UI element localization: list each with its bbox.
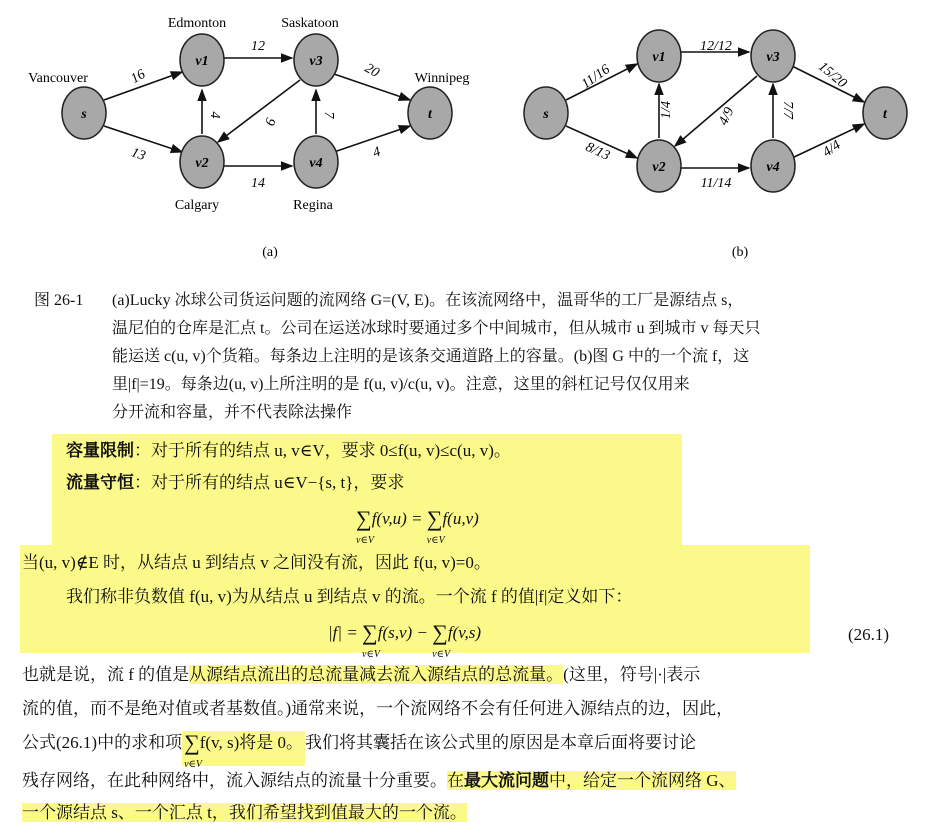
node-label: v1 (195, 54, 209, 69)
capacity-constraint: 容量限制：对于所有的结点 u, v∈V，要求 0≤f(u, v)≤c(u, v)。 (66, 441, 511, 460)
edge-label: 15/20 (815, 59, 850, 92)
caption-line: 里|f|=19。每条边(u, v)上所注明的是 f(u, v)/c(u, v)。注意，这里的斜杠记号仅仅用来 (112, 376, 690, 393)
node-label: v3 (766, 50, 780, 65)
edge-label: 4/4 (820, 137, 844, 161)
node-label: s (543, 107, 549, 122)
flow-conservation: 流量守恒：对于所有的结点 u∈V−{s, t}，要求 (66, 473, 405, 492)
caption-line: 温尼伯的仓库是汇点 t。公司在运送冰球时要通过多个中间城市，但从城市 u 到城市 v 每天只 (112, 320, 761, 337)
edge-label: 13 (129, 145, 148, 165)
node-label: v1 (652, 50, 666, 65)
node-label: s (81, 107, 87, 122)
edge-label: 4/9 (716, 105, 738, 128)
edge-label: 12/12 (700, 39, 732, 54)
no-edge-statement: 当(u, v)∉E 时，从结点 u 到结点 v 之间没有流，因此 f(u, v)=0。 (22, 553, 491, 572)
paragraph-line: 一个源结点 s、一个汇点 t，我们希望找到值最大的一个流。 (22, 803, 467, 822)
paragraph-line: 公式(26.1)中的求和项∑ v∈V f(v, s)将是 0。 我们将其囊括在该公式里的原因是本章后面将要讨论 (22, 730, 697, 770)
edge-label: 11/14 (700, 176, 732, 191)
equation-number: (26.1) (848, 625, 890, 644)
paragraph-line: 也就是说，流 f 的值是从源结点流出的总流量减去流入源结点的总流量。(这里，符号|·|表示 (22, 665, 701, 684)
city-label: Calgary (174, 198, 220, 213)
edge-label: 9 (261, 115, 278, 128)
flow-value-formula: |f| = ∑ v∈V f(s,v) − ∑ v∈V f(v,s) (328, 620, 482, 660)
edge-label: 7/7 (780, 101, 795, 119)
node-label: v4 (309, 156, 323, 171)
node-label: t (428, 107, 432, 122)
edge-label: 4 (207, 111, 222, 119)
city-label: Regina (293, 198, 333, 213)
edge-label: 12 (251, 39, 265, 54)
node-label: v2 (195, 156, 209, 171)
caption-line: 分开流和容量，并不代表除法操作 (112, 404, 353, 421)
node-label: t (883, 107, 887, 122)
edge-label: 14 (251, 176, 265, 191)
edge-label: 4 (370, 144, 383, 161)
edge-label: 7 (321, 111, 336, 119)
caption-line: (a)Lucky 冰球公司货运问题的流网络 G=(V, E)。在该流网络中，温哥华的工厂是源结点 s， (112, 292, 744, 309)
flow-network-figure (0, 0, 933, 270)
edge-label: 11/16 (579, 62, 613, 93)
paragraph-line: 流的值，而不是绝对值或者基数值。)通常来说，一个流网络不会有任何进入源结点的边，因此， (22, 699, 734, 718)
caption-number: 图 26-1 (34, 292, 84, 309)
node-label: v3 (309, 54, 323, 69)
panel-label-a: (a) (262, 245, 278, 260)
city-label: Edmonton (167, 16, 227, 31)
city-label: Winnipeg (414, 71, 470, 86)
paragraph-line: 残存网络，在此种网络中，流入源结点的流量十分重要。在最大流问题中，给定一个流网络 G、 (22, 771, 736, 790)
conservation-formula: ∑ v∈V f(v,u) = ∑ v∈V f(u,v) (356, 506, 479, 546)
panel-label-b: (b) (731, 245, 749, 260)
node-label: v4 (766, 160, 780, 175)
edge-label: 1/4 (659, 101, 674, 119)
edge-label: 16 (128, 66, 149, 87)
caption-line: 能运送 c(u, v)个货箱。每条边上注明的是该条交通道路上的容量。(b)图 G 中的一个流 f，这 (112, 348, 750, 365)
edge-label: 8/13 (583, 139, 612, 164)
flow-definition: 我们称非负数值 f(u, v)为从结点 u 到结点 v 的流。一个流 f 的值|f|定义如下： (66, 587, 633, 606)
edge-label: 20 (361, 60, 382, 81)
node-label: v2 (652, 160, 666, 175)
city-label: Saskatoon (281, 16, 339, 31)
city-label: Vancouver (28, 71, 88, 86)
